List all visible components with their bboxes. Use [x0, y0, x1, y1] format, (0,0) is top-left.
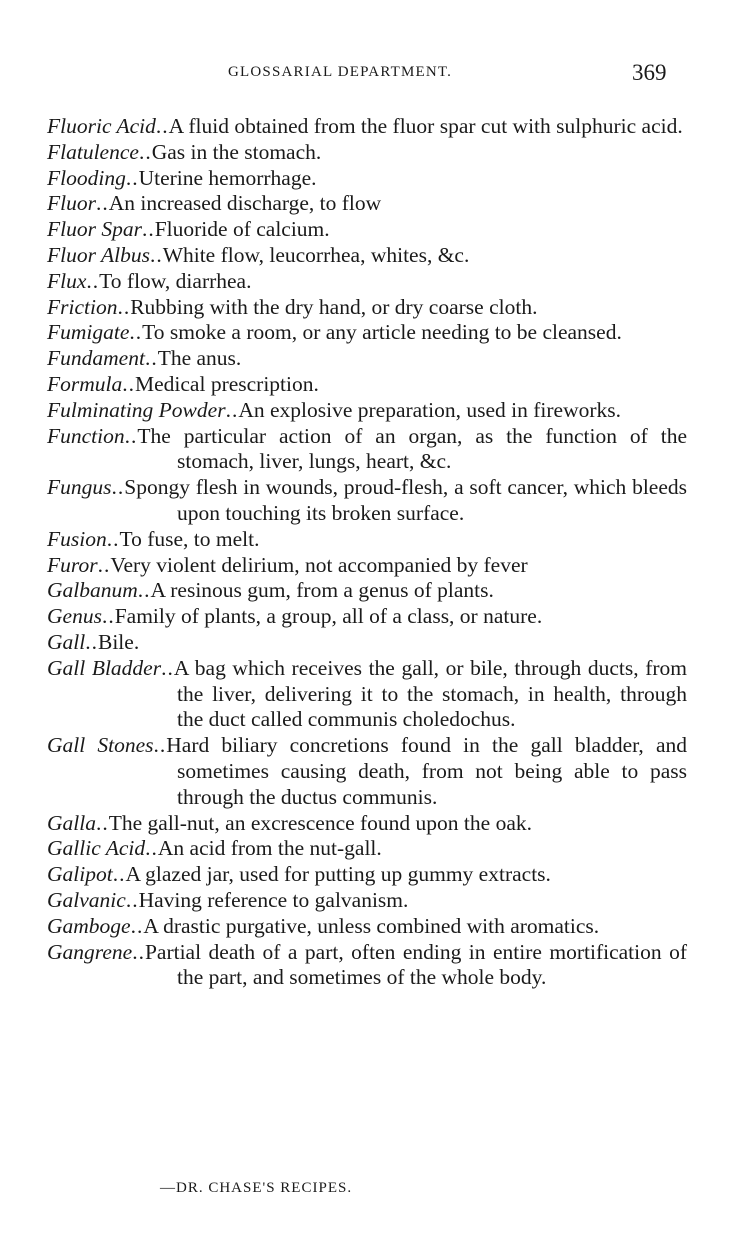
entry-separator: .. — [161, 655, 174, 680]
entry-term: Galvanic — [47, 887, 126, 912]
glossary-entry — [47, 217, 687, 243]
entry-separator: .. — [86, 268, 100, 293]
glossary-entry — [47, 295, 687, 321]
entry-separator: .. — [129, 320, 143, 345]
glossary-entry — [47, 166, 687, 192]
entry-term: Flatulence — [47, 139, 139, 164]
entry-separator: .. — [125, 887, 139, 912]
glossary-entry — [47, 140, 687, 166]
entry-term: Galbanum — [47, 578, 138, 603]
entry-definition: Spongy flesh in wounds, proud-flesh, a soft cancer, which bleeds upon touching its broken surface. — [124, 475, 687, 525]
entry-separator: .. — [125, 165, 139, 190]
entry-separator: .. — [95, 810, 109, 835]
entry-term: Fumigate — [47, 320, 130, 345]
entry-definition: A bag which receives the gall, or bile, through ducts, from the liver, delivering it to the stomach, in health, through the duct called communis choledochus. — [173, 655, 687, 732]
entry-definition: To smoke a room, or any article needing to be cleansed. — [142, 320, 622, 345]
entry-term: Gall — [47, 629, 86, 654]
glossary-entry — [47, 346, 687, 372]
glossary-entry — [47, 320, 687, 346]
footer-credit: —DR. CHASE'S RECIPES. — [160, 1180, 353, 1196]
entry-term: Fluoric Acid — [47, 114, 156, 138]
glossary-entry — [47, 372, 687, 398]
entry-definition: Uterine hemorrhage. — [138, 165, 317, 190]
entry-separator: .. — [106, 526, 120, 551]
glossary-entry — [47, 424, 687, 476]
entry-term: Fundament — [47, 346, 145, 371]
entry-term: Gamboge — [47, 913, 131, 938]
glossary-entry — [47, 114, 687, 140]
entry-term: Galla — [47, 810, 96, 835]
entry-separator: .. — [153, 733, 167, 758]
entry-term: Fluor Spar — [47, 217, 142, 242]
glossary-entry — [47, 914, 687, 940]
entry-definition: A glazed jar, used for putting up gummy extracts. — [125, 862, 551, 887]
entry-separator: .. — [138, 139, 152, 164]
entry-separator: .. — [155, 114, 169, 138]
glossary-entry — [47, 398, 687, 424]
glossary-entry — [47, 578, 687, 604]
entry-separator: .. — [111, 475, 125, 500]
entry-definition: A fluid obtained from the fluor spar cut with sulphuric acid. — [168, 114, 683, 138]
entry-term: Genus — [47, 604, 102, 629]
entry-definition: Fluoride of calcium. — [154, 217, 330, 242]
entry-definition: The particular action of an organ, as the function of the stomach, liver, lungs, heart, &c. — [137, 423, 687, 474]
entry-definition: Partial death of a part, often ending in entire mortification of the part, and sometimes of the whole body. — [144, 939, 687, 990]
entry-term: Gall Stones — [47, 733, 154, 758]
glossary-entry — [47, 604, 687, 630]
glossary-entry — [47, 191, 687, 217]
entry-term: Flux — [47, 268, 87, 293]
entry-separator: .. — [101, 604, 115, 629]
glossary-entry — [47, 811, 687, 837]
glossary-entry — [47, 733, 687, 810]
entry-definition: An increased discharge, to flow — [108, 191, 382, 216]
entry-definition: The anus. — [157, 346, 242, 371]
glossary-entry — [47, 553, 687, 579]
entry-term: Fusion — [47, 526, 107, 551]
entry-definition: Medical prescription. — [135, 371, 319, 396]
entry-separator: .. — [124, 423, 138, 448]
entry-definition: To flow, diarrhea. — [99, 268, 252, 293]
entry-definition: Hard biliary concretions found in the gall bladder, and sometimes causing death, from not being able to pass through the ductus communis. — [166, 733, 687, 809]
entry-definition: Bile. — [97, 629, 140, 654]
glossary-entry — [47, 527, 687, 553]
page-number: 369 — [632, 60, 667, 85]
entry-definition: A resinous gum, from a genus of plants. — [150, 578, 494, 603]
entry-term: Formula — [47, 371, 123, 396]
entry-definition: Family of plants, a group, all of a class, or nature. — [114, 604, 543, 629]
glossary-entries — [47, 114, 687, 991]
entry-separator: .. — [130, 913, 144, 938]
entry-separator: .. — [137, 578, 151, 603]
entry-definition: An explosive preparation, used in fireworks. — [238, 397, 622, 422]
glossary-entry — [47, 475, 687, 527]
entry-definition: Very violent delirium, not accompanied by fever — [110, 552, 528, 577]
entry-separator: .. — [117, 294, 131, 319]
entry-definition: White flow, leucorrhea, whites, &c. — [162, 242, 470, 267]
entry-term: Gangrene — [47, 939, 133, 964]
entry-separator: .. — [225, 397, 239, 422]
glossary-entry — [47, 243, 687, 269]
entry-term: Fluor — [47, 191, 96, 216]
entry-definition: An acid from the nut-gall. — [157, 836, 382, 861]
entry-definition: Rubbing with the dry hand, or dry coarse cloth. — [130, 294, 538, 319]
glossary-entry — [47, 836, 687, 862]
glossary-entry — [47, 269, 687, 295]
entry-separator: .. — [122, 371, 135, 396]
running-head: GLOSSARIAL DEPARTMENT. — [228, 64, 453, 80]
entry-separator: .. — [85, 629, 98, 654]
entry-term: Friction — [47, 294, 118, 319]
entry-term: Fungus — [47, 475, 112, 500]
entry-definition: Having reference to galvanism. — [138, 887, 409, 912]
entry-term: Galipot — [47, 862, 113, 887]
entry-separator: .. — [97, 552, 111, 577]
entry-term: Gallic Acid — [47, 836, 146, 861]
entry-term: Fulminating Powder — [47, 397, 226, 422]
entry-separator: .. — [95, 191, 109, 216]
entry-term: Flooding — [47, 165, 126, 190]
entry-separator: .. — [144, 346, 158, 371]
entry-term: Function — [47, 423, 125, 448]
entry-term: Furor — [47, 552, 98, 577]
entry-definition: Gas in the stomach. — [151, 139, 322, 164]
glossary-entry — [47, 630, 687, 656]
glossary-entry — [47, 940, 687, 992]
entry-separator: .. — [141, 217, 155, 242]
entry-definition: A drastic purgative, unless combined with aromatics. — [143, 913, 600, 938]
entry-separator: .. — [132, 939, 145, 964]
entry-term: Gall Bladder — [47, 655, 162, 680]
entry-separator: .. — [112, 862, 126, 887]
entry-term: Fluor Albus — [47, 242, 150, 267]
entry-separator: .. — [145, 836, 158, 861]
glossary-entry — [47, 862, 687, 888]
glossary-entry — [47, 888, 687, 914]
entry-separator: .. — [149, 242, 163, 267]
entry-definition: To fuse, to melt. — [119, 526, 260, 551]
page-header — [0, 60, 750, 90]
glossary-entry — [47, 656, 687, 733]
entry-definition: The gall-nut, an excrescence found upon the oak. — [108, 810, 532, 835]
